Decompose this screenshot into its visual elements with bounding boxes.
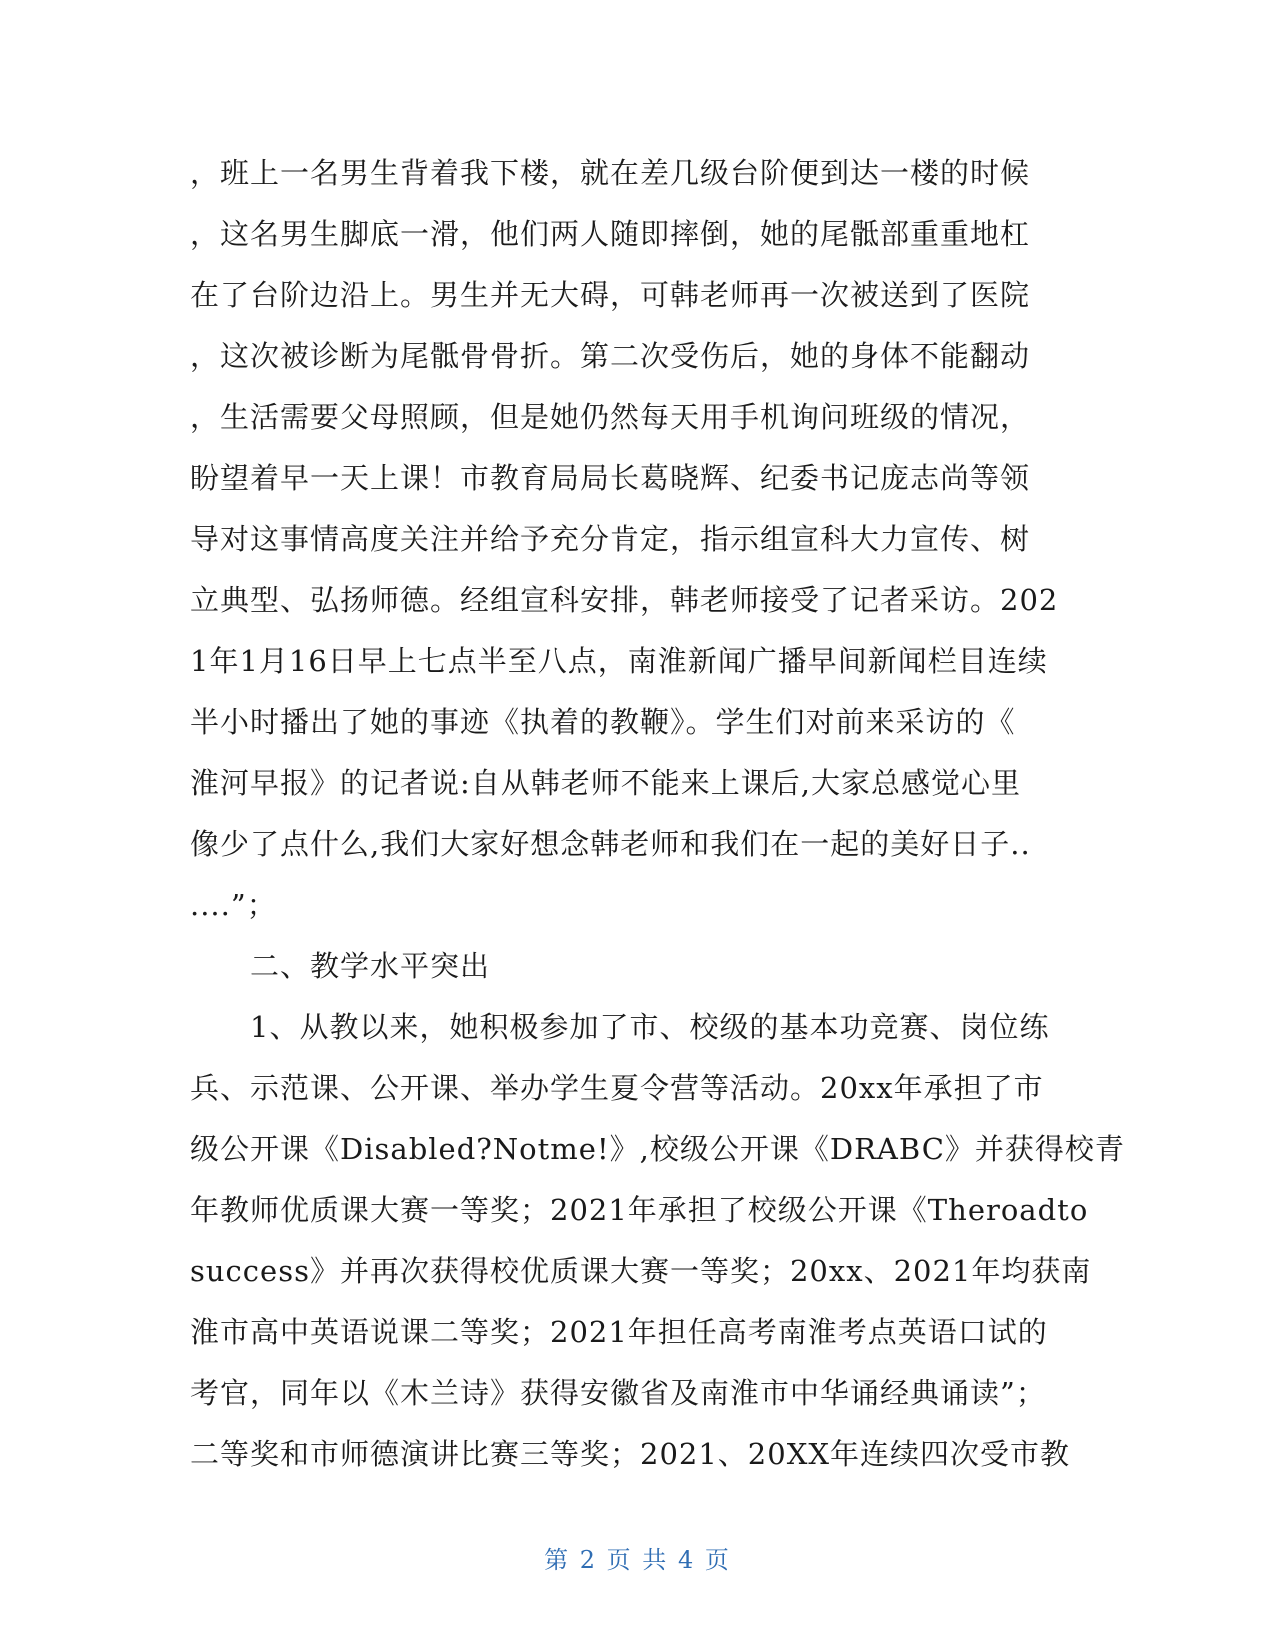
text-line: 立典型、弘扬师德。经组宣科安排，韩老师接受了记者采访。202 — [190, 583, 1059, 617]
body-text — [190, 143, 1125, 1485]
section-heading: 二、教学水平突出 — [190, 949, 491, 983]
text-line: 级公开课《Disabled?Notme!》,校级公开课《DRABC》并获得校青 — [190, 1132, 1125, 1166]
text-line: ，生活需要父母照顾，但是她仍然每天用手机询问班级的情况， — [190, 400, 1031, 434]
text-line: ....”； — [190, 888, 277, 922]
text-line: 淮市高中英语说课二等奖；2021年担任高考南淮考点英语口试的 — [190, 1315, 1048, 1349]
text-line: 半小时播出了她的事迹《执着的教鞭》。学生们对前来采访的《 — [190, 705, 1016, 739]
text-line: 年教师优质课大赛一等奖；2021年承担了校级公开课《Theroadto — [190, 1193, 1089, 1227]
text-line: 考官，同年以《木兰诗》获得安徽省及南淮市中华诵经典诵读”； — [190, 1376, 1046, 1410]
text-line: ，班上一名男生背着我下楼，就在差几级台阶便到达一楼的时候 — [190, 156, 1031, 190]
text-line: 淮河早报》的记者说:自从韩老师不能来上课后,大家总感觉心里 — [190, 766, 1021, 800]
text-line: 二等奖和市师德演讲比赛三等奖；2021、20XX年连续四次受市教 — [190, 1437, 1070, 1471]
text-line: ，这名男生脚底一滑，他们两人随即摔倒，她的尾骶部重重地杠 — [190, 217, 1031, 251]
text-line: success》并再次获得校优质课大赛一等奖；20xx、2021年均获南 — [190, 1254, 1092, 1288]
text-line: 1、从教以来，她积极参加了市、校级的基本功竞赛、岗位练 — [190, 1010, 1050, 1044]
text-line: ，这次被诊断为尾骶骨骨折。第二次受伤后，她的身体不能翻动 — [190, 339, 1031, 373]
text-line: 1年1月16日早上七点半至八点，南淮新闻广播早间新闻栏目连续 — [190, 644, 1048, 678]
text-line: 盼望着早一天上课！市教育局局长葛晓辉、纪委书记庞志尚等领 — [190, 461, 1031, 495]
text-line: 像少了点什么,我们大家好想念韩老师和我们在一起的美好日子.. — [190, 827, 1031, 861]
text-line: 在了台阶边沿上。男生并无大碍，可韩老师再一次被送到了医院 — [190, 278, 1031, 312]
text-line: 兵、示范课、公开课、举办学生夏令营等活动。20xx年承担了市 — [190, 1071, 1044, 1105]
text-line: 导对这事情高度关注并给予充分肯定，指示组宣科大力宣传、树 — [190, 522, 1031, 556]
page-number-footer: 第 2 页 共 4 页 — [544, 1546, 731, 1574]
